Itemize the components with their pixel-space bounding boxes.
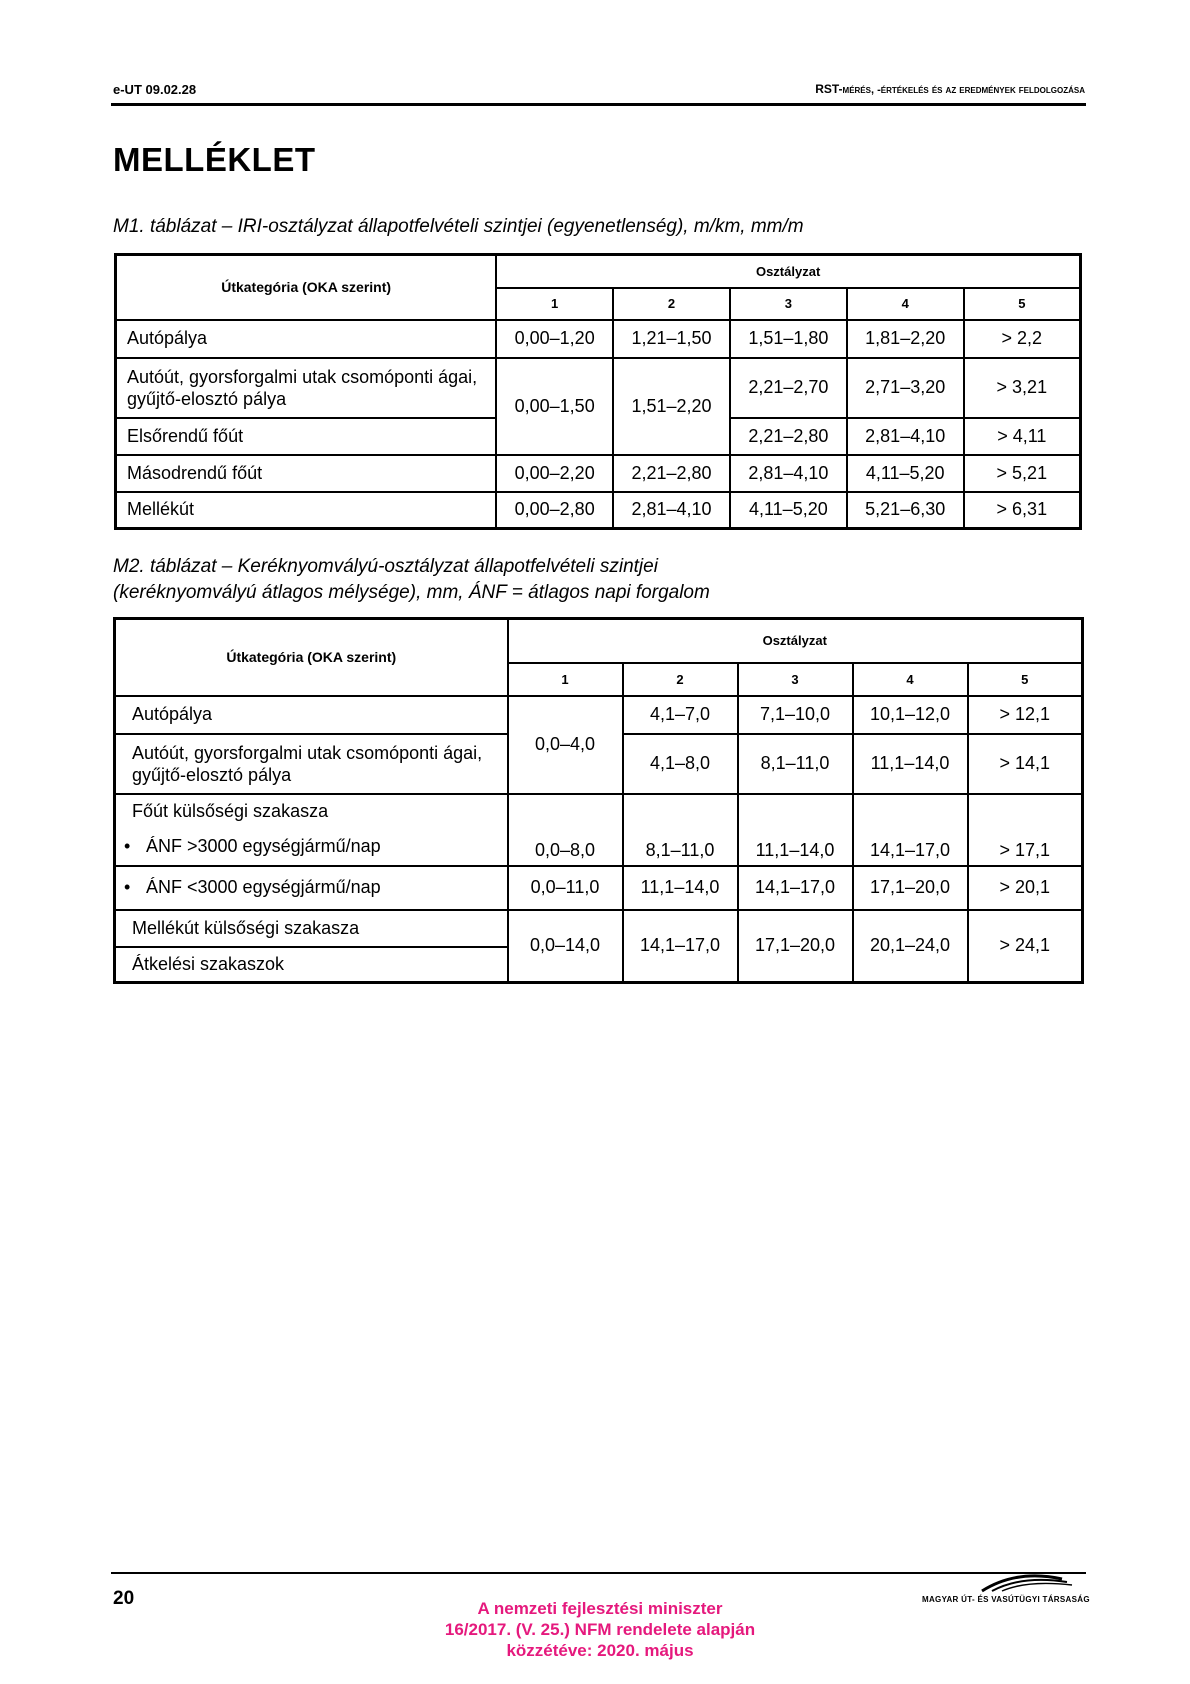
table1-class-header: 4 bbox=[847, 288, 964, 320]
table-row bbox=[116, 455, 1081, 492]
table1-class-header: 1 bbox=[496, 288, 613, 320]
table2-caption bbox=[113, 554, 710, 606]
table1-group-header: Osztályzat bbox=[496, 255, 1080, 288]
table2-class-header: 1 bbox=[508, 663, 623, 696]
table2-group-header: Osztályzat bbox=[508, 619, 1083, 663]
table-cell: 2,71–3,20 bbox=[847, 358, 964, 418]
page-title: MELLÉKLET bbox=[113, 141, 316, 178]
table-row bbox=[115, 910, 1083, 947]
table-cell: 11,1–14,0 bbox=[853, 734, 968, 794]
table-cell: > 14,1 bbox=[968, 734, 1083, 794]
table-cell: 1,51–1,80 bbox=[730, 320, 847, 358]
table-cell: 14,1–17,0 bbox=[853, 794, 968, 866]
row-label: Átkelési szakaszok bbox=[115, 947, 508, 983]
publication-note-line3: közzétéve: 2020. május bbox=[506, 1641, 694, 1660]
table-cell-merged: 1,51–2,20 bbox=[613, 358, 730, 455]
table-cell-merged: 20,1–24,0 bbox=[853, 910, 968, 983]
table-cell: 0,00–1,20 bbox=[496, 320, 613, 358]
table-cell: 8,1–11,0 bbox=[623, 794, 738, 866]
table1-class-header: 5 bbox=[964, 288, 1081, 320]
table-cell: > 6,31 bbox=[964, 492, 1081, 529]
table-cell: 0,00–2,80 bbox=[496, 492, 613, 529]
table-row bbox=[115, 866, 1083, 910]
table-cell-merged: 0,0–4,0 bbox=[508, 696, 623, 794]
table-cell: 0,00–2,20 bbox=[496, 455, 613, 492]
section-title-rest: mérés, -értékelés és az eredmények feldolgozása bbox=[842, 84, 1085, 96]
table-cell: > 3,21 bbox=[964, 358, 1081, 418]
table-cell: > 17,1 bbox=[968, 794, 1083, 866]
row-label: Autóút, gyorsforgalmi utak csomóponti ágai, gyűjtő-elosztó pálya bbox=[115, 734, 508, 794]
table-cell: 11,1–14,0 bbox=[738, 794, 853, 866]
row-label bbox=[115, 794, 508, 866]
table-cell: 2,21–2,80 bbox=[730, 418, 847, 455]
table-cell: > 2,2 bbox=[964, 320, 1081, 358]
table1-category-header: Útkategória (OKA szerint) bbox=[116, 255, 497, 320]
publication-note bbox=[395, 1598, 805, 1661]
table-cell: 8,1–11,0 bbox=[738, 734, 853, 794]
table2-category-header: Útkategória (OKA szerint) bbox=[115, 619, 508, 696]
row-label: Másodrendű főút bbox=[116, 455, 497, 492]
page-number: 20 bbox=[113, 1588, 135, 1609]
publication-note-line1: A nemzeti fejlesztési miniszter bbox=[477, 1599, 723, 1618]
row-label: Autóút, gyorsforgalmi utak csomóponti ágai, gyűjtő-elosztó pálya bbox=[116, 358, 497, 418]
table-cell-merged: 0,0–14,0 bbox=[508, 910, 623, 983]
table-cell: 1,21–1,50 bbox=[613, 320, 730, 358]
header-rule bbox=[111, 103, 1086, 106]
table2-rut-depth-classes bbox=[113, 617, 1084, 984]
table-row bbox=[115, 794, 1083, 866]
table1-class-header: 3 bbox=[730, 288, 847, 320]
table-cell: 0,0–8,0 bbox=[508, 794, 623, 866]
table-row bbox=[116, 358, 1081, 418]
table-cell: 2,21–2,70 bbox=[730, 358, 847, 418]
table-row bbox=[115, 696, 1083, 734]
table-row bbox=[116, 492, 1081, 529]
table2-class-header: 4 bbox=[853, 663, 968, 696]
row-label bbox=[115, 866, 508, 910]
row-label-main: Főút külsőségi szakasza bbox=[132, 800, 329, 821]
section-title-prefix: RST- bbox=[815, 82, 843, 96]
table-cell: 5,21–6,30 bbox=[847, 492, 964, 529]
table1-iri-classes bbox=[114, 253, 1082, 530]
table-row bbox=[116, 320, 1081, 358]
table-cell: 1,81–2,20 bbox=[847, 320, 964, 358]
society-logo-text: MAGYAR ÚT- ÉS VASÚTÜGYI TÁRSASÁG bbox=[922, 1595, 1090, 1604]
table2-header-row bbox=[115, 619, 1083, 663]
table-cell-merged: 17,1–20,0 bbox=[738, 910, 853, 983]
row-label-sub bbox=[116, 822, 497, 857]
table-cell-merged: 14,1–17,0 bbox=[623, 910, 738, 983]
bullet-icon: • bbox=[124, 877, 131, 897]
table2-class-header: 2 bbox=[623, 663, 738, 696]
table-cell: 17,1–20,0 bbox=[853, 866, 968, 910]
table-cell: 2,81–4,10 bbox=[730, 455, 847, 492]
table-cell: 7,1–10,0 bbox=[738, 696, 853, 734]
row-label: Autópálya bbox=[115, 696, 508, 734]
table-cell: 4,11–5,20 bbox=[730, 492, 847, 529]
table-cell-merged: 0,00–1,50 bbox=[496, 358, 613, 455]
row-label: Autópálya bbox=[116, 320, 497, 358]
table-cell: 10,1–12,0 bbox=[853, 696, 968, 734]
table-cell: 14,1–17,0 bbox=[738, 866, 853, 910]
row-label: Mellékút külsőségi szakasza bbox=[115, 910, 508, 947]
table2-caption-line2: (keréknyomvályú átlagos mélysége), mm, ÁNF = átlagos napi forgalom bbox=[113, 582, 710, 603]
table-cell: 0,0–11,0 bbox=[508, 866, 623, 910]
table1-caption: M1. táblázat – IRI-osztályzat állapotfelvételi szintjei (egyenetlenség), m/km, mm/m bbox=[113, 216, 804, 237]
table-cell: 4,11–5,20 bbox=[847, 455, 964, 492]
table-cell: 2,81–4,10 bbox=[613, 492, 730, 529]
row-label: Elsőrendű főút bbox=[116, 418, 497, 455]
table-cell-merged: > 24,1 bbox=[968, 910, 1083, 983]
publication-note-line2: 16/2017. (V. 25.) NFM rendelete alapján bbox=[444, 1620, 756, 1639]
bullet-icon: • bbox=[124, 835, 131, 856]
table2-class-header: 3 bbox=[738, 663, 853, 696]
table1-header-row bbox=[116, 255, 1081, 288]
table-cell: 2,81–4,10 bbox=[847, 418, 964, 455]
row-label-text: ÁNF <3000 egységjármű/nap bbox=[146, 877, 381, 897]
section-title bbox=[815, 82, 1085, 96]
row-label-sub-text: ÁNF >3000 egységjármű/nap bbox=[146, 835, 381, 856]
table-cell: > 12,1 bbox=[968, 696, 1083, 734]
table-cell: 4,1–8,0 bbox=[623, 734, 738, 794]
table2-caption-line1: M2. táblázat – Keréknyomvályú-osztályzat állapotfelvételi szintjei bbox=[113, 556, 658, 577]
document-code: e-UT 09.02.28 bbox=[113, 82, 197, 97]
table-cell: 2,21–2,80 bbox=[613, 455, 730, 492]
table2-class-header: 5 bbox=[968, 663, 1083, 696]
table-cell: 11,1–14,0 bbox=[623, 866, 738, 910]
row-label: Mellékút bbox=[116, 492, 497, 529]
table1-class-header: 2 bbox=[613, 288, 730, 320]
table-cell: > 5,21 bbox=[964, 455, 1081, 492]
table-cell: > 20,1 bbox=[968, 866, 1083, 910]
table-cell: > 4,11 bbox=[964, 418, 1081, 455]
table-cell: 4,1–7,0 bbox=[623, 696, 738, 734]
